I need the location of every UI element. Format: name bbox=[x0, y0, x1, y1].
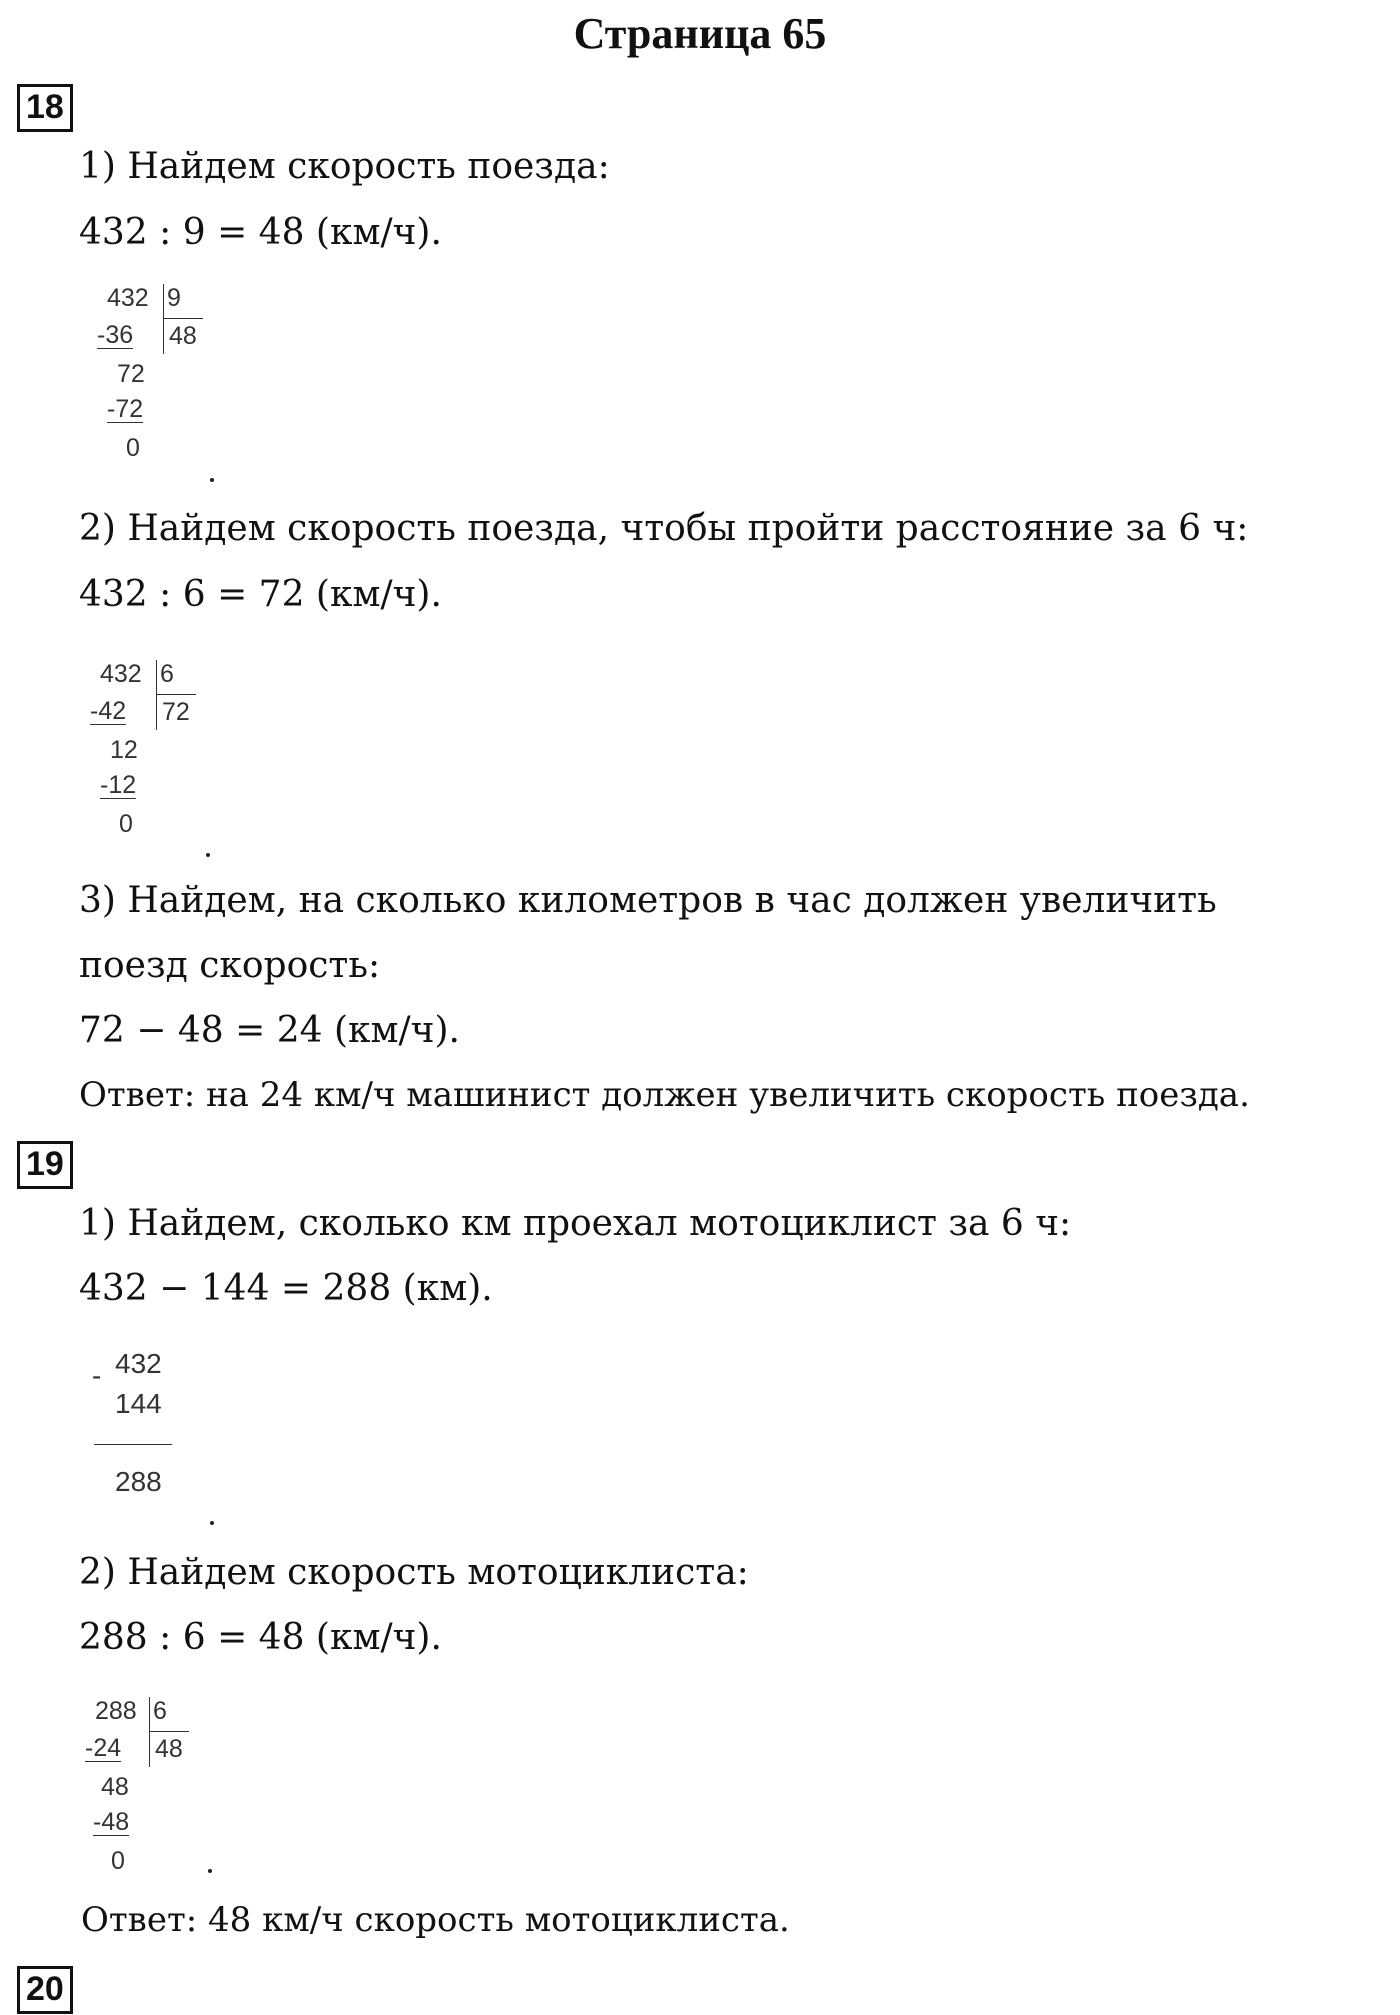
final-remainder: 0 bbox=[119, 810, 133, 838]
dividend: 432 bbox=[100, 660, 142, 688]
divisor: 9 bbox=[167, 284, 181, 312]
final-remainder: 0 bbox=[111, 1847, 125, 1875]
task-number-19: 19 bbox=[17, 1141, 73, 1189]
task19-answer: Ответ: 48 км/ч скорость мотоциклиста. bbox=[81, 1900, 790, 1940]
quotient: 72 bbox=[162, 698, 190, 726]
task18-step1: 1) Найдем скорость поезда: bbox=[79, 146, 610, 187]
partial-subtraction: -42 bbox=[90, 697, 127, 725]
partial-remainder: 12 bbox=[110, 736, 138, 764]
partial-subtraction: -24 bbox=[85, 1734, 122, 1762]
partial-subtraction: -36 bbox=[97, 321, 134, 349]
task18-equation2: 432 : 6 = 72 (км/ч). bbox=[79, 574, 442, 615]
minus-sign: - bbox=[92, 1360, 102, 1391]
task18-step3-line1: 3) Найдем, на сколько километров в час должен увеличить bbox=[79, 880, 1217, 921]
task18-step2: 2) Найдем скорость поезда, чтобы пройти расстояние за 6 ч: bbox=[79, 508, 1249, 549]
partial-remainder: 72 bbox=[117, 360, 145, 388]
task18-answer: Ответ: на 24 км/ч машинист должен увеличить скорость поезда. bbox=[79, 1075, 1250, 1115]
difference: 288 bbox=[115, 1466, 162, 1497]
quotient: 48 bbox=[155, 1735, 183, 1763]
partial-subtraction: -72 bbox=[107, 395, 144, 423]
dividend: 288 bbox=[95, 1697, 137, 1725]
subtrahend: 144 bbox=[115, 1388, 162, 1419]
task18-equation3: 72 − 48 = 24 (км/ч). bbox=[79, 1010, 460, 1051]
task-number-18: 18 bbox=[17, 84, 73, 132]
divisor: 6 bbox=[160, 660, 174, 688]
minuend: 432 bbox=[115, 1348, 162, 1379]
task19-equation2: 288 : 6 = 48 (км/ч). bbox=[79, 1617, 442, 1658]
divisor: 6 bbox=[153, 1697, 167, 1725]
task19-step2: 2) Найдем скорость мотоциклиста: bbox=[79, 1552, 749, 1593]
partial-subtraction: -12 bbox=[100, 771, 137, 799]
partial-remainder: 48 bbox=[101, 1773, 129, 1801]
task18-step3-line2: поезд скорость: bbox=[79, 945, 381, 986]
task19-equation1: 432 − 144 = 288 (км). bbox=[79, 1268, 493, 1309]
final-remainder: 0 bbox=[126, 434, 140, 462]
task-number-20: 20 bbox=[17, 1966, 73, 2014]
partial-subtraction: -48 bbox=[93, 1808, 130, 1836]
dividend: 432 bbox=[107, 284, 149, 312]
quotient: 48 bbox=[169, 322, 197, 350]
task19-step1: 1) Найдем, сколько км проехал мотоциклист за 6 ч: bbox=[79, 1203, 1072, 1244]
page-title: Страница 65 bbox=[573, 9, 827, 58]
task18-equation1: 432 : 9 = 48 (км/ч). bbox=[79, 212, 442, 253]
